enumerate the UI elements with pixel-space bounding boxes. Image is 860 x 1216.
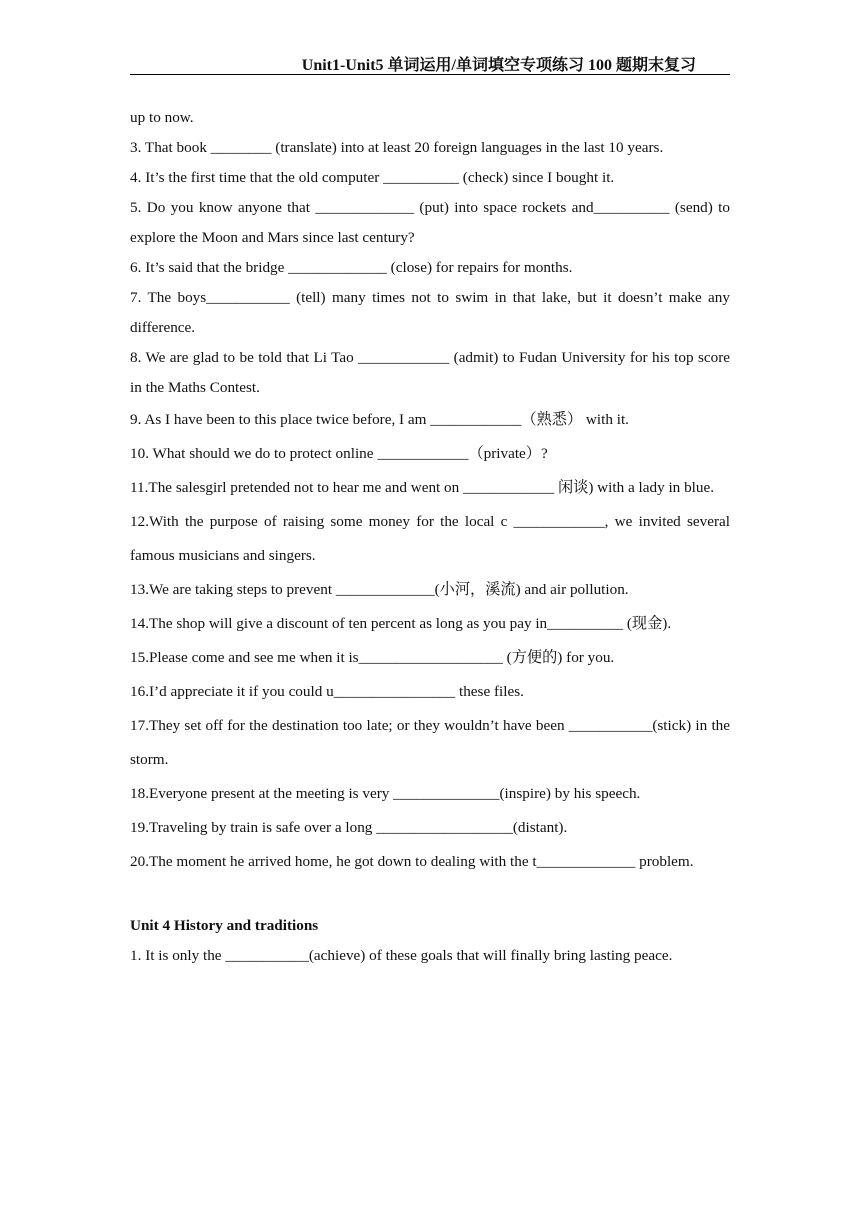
exercise-item: 4. It’s the first time that the old computer __________ (check) since I bought it. [130,169,615,186]
exercise-item: 14.The shop will give a discount of ten percent as long as you pay in__________ (现金). [130,615,672,632]
exercise-item: 12.With the purpose of raising some money for the local c ____________, we invited several famous musicians and singers. [130,513,730,564]
exercise-item: 1. It is only the ___________(achieve) of these goals that will finally bring lasting peace. [130,947,673,964]
exercise-item: 19.Traveling by train is safe over a long __________________(distant). [130,819,568,836]
exercise-item: 8. We are glad to be told that Li Tao ____________ (admit) to Fudan University for his top score in the Maths Contest. [130,349,730,396]
exercise-item: 9. As I have been to this place twice before, I am ____________（熟悉） with it. [130,411,629,428]
exercise-item: 11.The salesgirl pretended not to hear me and went on ____________ 闲谈) with a lady in blue. [130,479,715,496]
exercise-item: 20.The moment he arrived home, he got down to dealing with the t_____________ problem. [130,853,694,870]
exercise-item: up to now. [130,109,194,126]
exercise-item: 7. The boys___________ (tell) many times not to swim in that lake, but it doesn’t make any difference. [130,289,730,336]
exercise-item: 10. What should we do to protect online ____________（private）? [130,445,548,462]
exercise-item: 5. Do you know anyone that _____________ (put) into space rockets and__________ (send) to explore the Moon and Mars since last century? [130,199,730,246]
header-rule [130,74,730,75]
section-gap [130,879,730,911]
exercise-item: 6. It’s said that the bridge _____________ (close) for repairs for months. [130,259,573,276]
page-header: Unit1-Unit5 单词运用/单词填空专项练习 100 题期末复习 [301,57,696,74]
exercise-item: 3. That book ________ (translate) into at least 20 foreign languages in the last 10 years. [130,139,664,156]
exercise-item: 16.I’d appreciate it if you could u________________ these files. [130,683,524,700]
exercise-item: 17.They set off for the destination too late; or they wouldn’t have been ___________(stick) in the storm. [130,717,730,768]
exercise-item: 13.We are taking steps to prevent _____________(小河，溪流) and air pollution. [130,581,629,598]
section-title: Unit 4 History and traditions [130,917,319,934]
exercise-item: 18.Everyone present at the meeting is very ______________(inspire) by his speech. [130,785,641,802]
exercise-item: 15.Please come and see me when it is___________________ (方便的) for you. [130,649,615,666]
exercise-content [130,103,730,971]
